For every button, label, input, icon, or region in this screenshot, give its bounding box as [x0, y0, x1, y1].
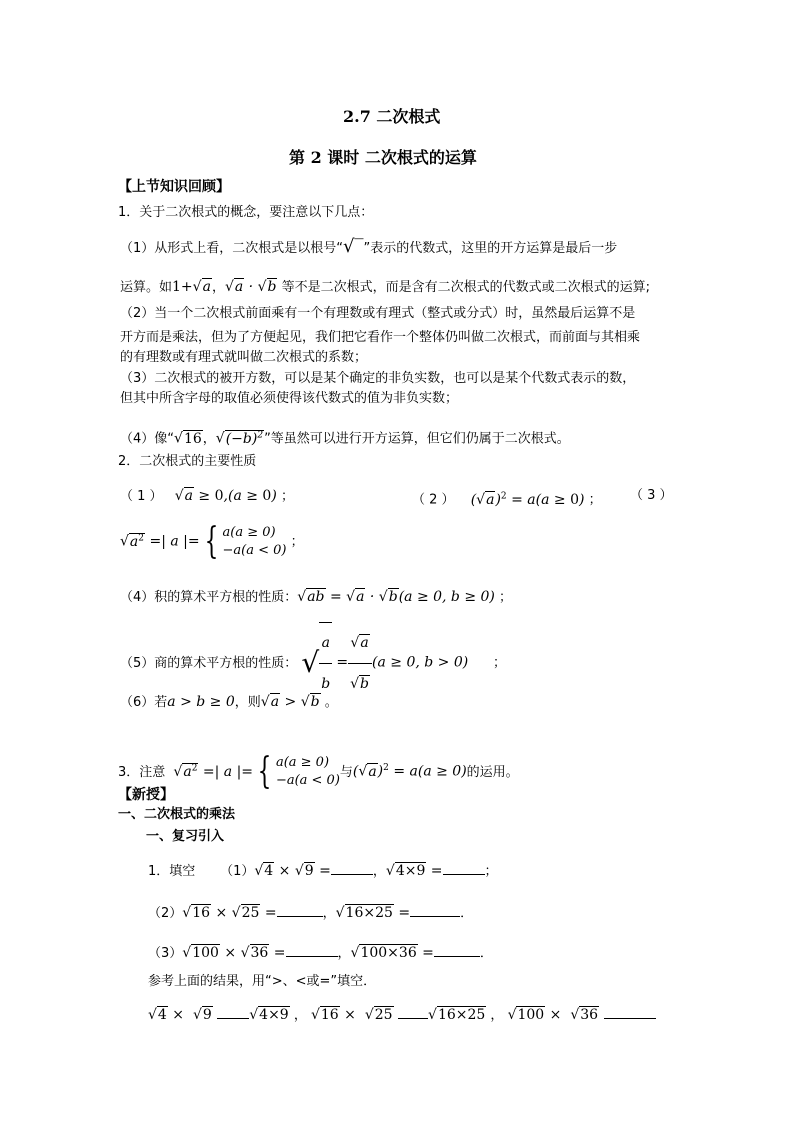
formula-prop-1: √a ≥ 0,(a ≥ 0)	[174, 488, 277, 504]
point-2-line-1: （2）当一个二次根式前面乘有一个有理数或有理式（整式或分式）时，虽然最后运算不是	[120, 306, 636, 321]
prop-3-label: （ 3 ）	[630, 488, 673, 503]
prop-5: （5）商的算术平方根的性质： √ $\frac{a}{b}$ = $\frac{√a}{√b}$ (a ≥ 0, b > 0) ；	[120, 622, 506, 704]
prop-2: （ 2 ） $(√a)^2 = a(a \ge 0)$ ；	[412, 491, 602, 508]
formula-sqrt-16: √16	[174, 430, 202, 447]
point-1-line-1: （1）从形式上看，二次根式是以根号“√‾”表示的代数式，这里的开方运算是最后一步	[120, 236, 618, 257]
fill-row-3: （3）√100 × √36 = ，√100×36 = ．	[148, 942, 493, 963]
formula-1-plus-sqrt-a: 1+√a	[172, 279, 211, 295]
item-3: 3．注意 $√a^2$ =| a |= { a(a ≥ 0) −a(a < 0) 与$(√a)^2 = a(a \ge 0)$的运用。	[118, 751, 519, 793]
page-subtitle: 第 2 课时 二次根式的运算	[289, 148, 477, 167]
prop-3-formula: $√a^2$ =| a |= { a(a ≥ 0) −a(a < 0) ；	[120, 521, 304, 563]
prop-4: （4）积的算术平方根的性质：√ab = √a · √b(a ≥ 0, b ≥ 0) ；	[120, 589, 513, 605]
compare-row: √4 × √9 √4×9 ， √16 × √25 √16×25 ， √100 × √36	[148, 1004, 656, 1025]
item-2: 2．二次根式的主要性质	[118, 454, 257, 469]
fill-row-2: （2）√16 × √25 = ，√16×25 = ．	[148, 902, 473, 923]
formula-sqrt-neg-b-squared: $√(-b)^2$	[215, 430, 264, 447]
blank-5[interactable]	[286, 942, 338, 957]
point-4: （4）像“√16，$√(-b)^2$”等虽然可以进行开方运算，但它们仍属于二次根式。	[120, 430, 570, 447]
compare-instruction: 参考上面的结果，用“>、<或=”填空．	[148, 974, 377, 989]
point-2-line-2: 开方而是乘法，但为了方便起见，我们把它看作一个整体仍叫做二次根式，而前面与其相乘	[120, 330, 641, 345]
blank-3[interactable]	[277, 902, 323, 917]
prop-1: （ 1 ） √a ≥ 0,(a ≥ 0) ；	[120, 488, 294, 504]
point-3-line-2: 但其中所含字母的取值必须使得该代数式的值为非负实数；	[120, 391, 459, 406]
blank-1[interactable]	[331, 860, 373, 875]
item-1: 1．关于二次根式的概念，要注意以下几点：	[118, 205, 374, 220]
fill-row-1: 1．填空 （1）√4 × √9 = ，√4×9 = ；	[148, 860, 498, 881]
review-heading: 【上节知识回顾】	[118, 179, 230, 195]
point-3-line-1: （3）二次根式的被开方数，可以是某个确定的非负实数，也可以是某个代数式表示的数，	[120, 371, 636, 386]
formula-product-rule: √ab = √a · √b(a ≥ 0, b ≥ 0)	[297, 589, 495, 605]
blank-2[interactable]	[443, 860, 485, 875]
blank-9[interactable]	[604, 1004, 656, 1019]
part-1-heading: 一、二次根式的乘法	[118, 807, 236, 822]
blank-4[interactable]	[410, 902, 460, 917]
blank-8[interactable]	[398, 1004, 428, 1019]
blank-6[interactable]	[434, 942, 480, 957]
formula-sqrt-a-dot-sqrt-b: √a · √b	[224, 279, 277, 295]
prop-6: （6）若a > b ≥ 0，则√a > √b 。	[120, 694, 338, 710]
new-heading: 【新授】	[118, 787, 174, 803]
radical-symbol: √‾	[343, 236, 364, 257]
formula-prop-2: $(√a)^2 = a(a \ge 0)$	[470, 491, 585, 508]
point-1-line-2: 运算。如1+√a，√a · √b 等不是二次根式，而是含有二次根式的代数式或二次根式的运算;	[120, 279, 651, 295]
blank-7[interactable]	[217, 1004, 249, 1019]
point-2-line-3: 的有理数或有理式就叫做二次根式的系数；	[120, 350, 368, 365]
sub-1-heading: 一、复习引入	[146, 829, 225, 844]
page-title: 2.7 二次根式	[343, 107, 441, 126]
